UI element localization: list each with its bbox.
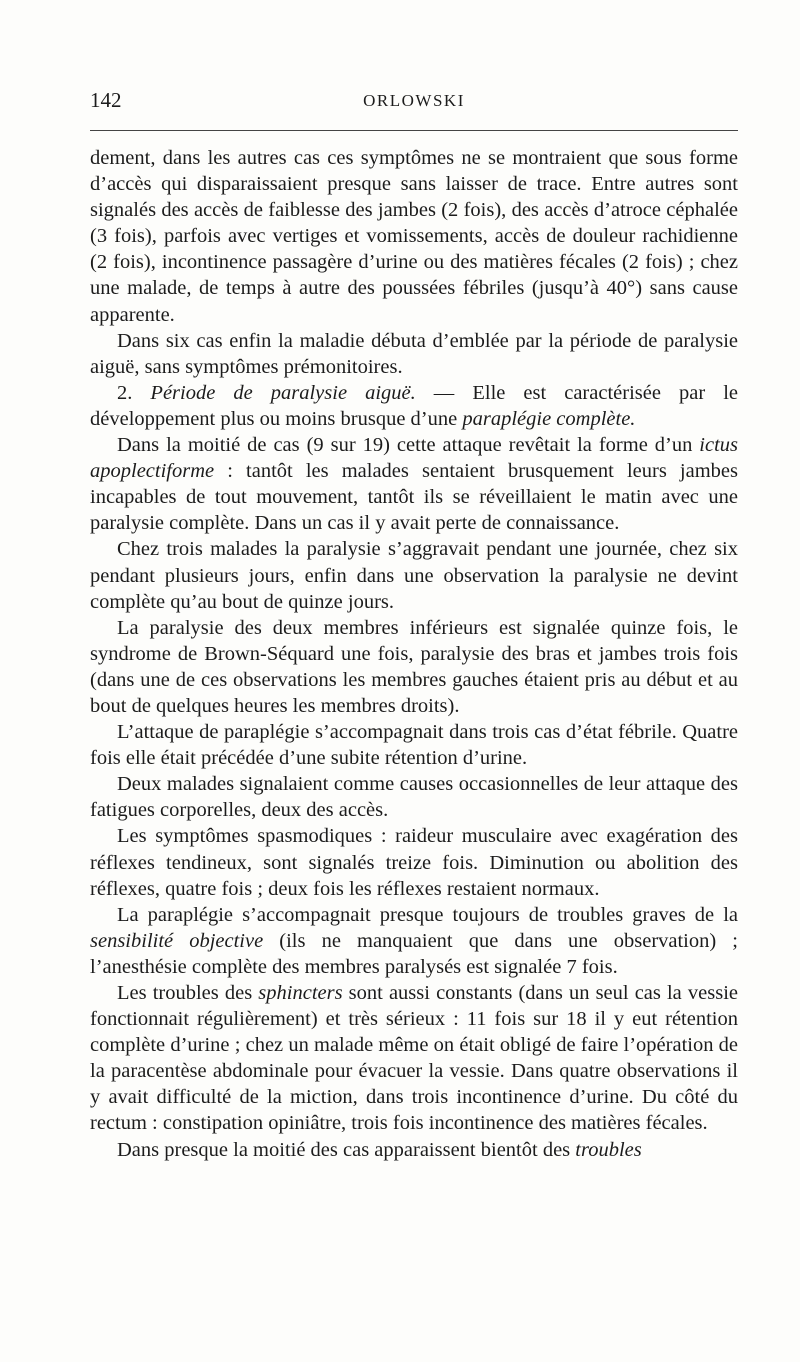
text-run: (ils ne manquaient que dans une observation) ; l’anesthésie complète des membres paralysés est signalée 7 fois. bbox=[90, 929, 738, 978]
text-run: sont aussi constants (dans un seul cas la vessie fonctionnait régulièrement) et très sérieux : 11 fois sur 18 il y eut rétention complète d’urine ; chez un malade même on était obligé de faire l’opération de la paracentèse abdominale pour évacuer la vessie. Dans quatre observations il y avait difficulté de la miction, dans trois incontinence d’urine. Du côté du rectum : constipation opiniâtre, trois fois incontinence des matières fécales. bbox=[90, 982, 738, 1135]
text-run: : tantôt les malades sentaient brusquement leurs jambes incapables de tout mouvement, tantôt ils se réveillaient le matin avec une paralysie complète. Dans un cas il y avait perte de connaissance. bbox=[90, 460, 738, 535]
paragraph bbox=[90, 615, 738, 719]
paragraph bbox=[90, 1137, 738, 1163]
italic-text: Période de paralysie aiguë. bbox=[150, 381, 416, 404]
text-run: Les troubles des bbox=[117, 982, 259, 1004]
text-run: Les symptômes spasmodiques : raideur musculaire avec exagération des réflexes tendineux, sont signalés treize fois. Diminution ou abolition des réflexes, quatre fois ; deux fois les réflexes restaient normaux. bbox=[90, 825, 738, 900]
text-run: Deux malades signalaient comme causes occasionnelles de leur attaque des fatigues corporelles, deux des accès. bbox=[90, 773, 738, 822]
text-run: 2. bbox=[117, 381, 151, 404]
text-run: Dans presque la moitié des cas apparaissent bientôt des bbox=[117, 1138, 576, 1161]
paragraph bbox=[90, 823, 738, 901]
text-run: Chez trois malades la paralysie s’aggravait pendant une journée, chez six pendant plusieurs jours, enfin dans une observation la paralysie ne devint complète qu’au bout de quinze jours. bbox=[90, 538, 738, 613]
text-run: dement, dans les autres cas ces symptômes ne se montraient que sous forme d’accès qui disparaissaient presque sans laisser de trace. Entre autres sont signalés des accès de faiblesse des jambes (2 fois), des accès d’atroce céphalée (3 fois), parfois avec vertiges et vomissements, accès de douleur rachidienne (2 fois), incontinence passagère d’urine ou des matières fécales (2 fois) ; chez une malade, de temps à autre des poussées fébriles (jusqu’à 40°) sans cause apparente. bbox=[90, 147, 738, 326]
text-run: L’attaque de paraplégie s’accompagnait dans trois cas d’état fébrile. Quatre fois elle était précédée d’une subite rétention d’urine. bbox=[90, 721, 738, 770]
paragraph bbox=[90, 980, 738, 1137]
paragraph bbox=[90, 902, 738, 980]
italic-text: ictus apoplectiforme bbox=[90, 434, 738, 483]
text-run: La paraplégie s’accompagnait presque toujours de troubles graves de la bbox=[117, 903, 738, 926]
paragraph bbox=[90, 145, 738, 328]
text-run: Dans six cas enfin la maladie débuta d’emblée par la période de paralysie aiguë, sans symptômes prémonitoires. bbox=[90, 329, 738, 378]
running-head: ORLOWSKI bbox=[363, 91, 465, 110]
page-header bbox=[90, 88, 738, 116]
italic-text: troubles bbox=[575, 1138, 642, 1161]
paragraph bbox=[90, 719, 738, 771]
italic-text: paraplégie complète. bbox=[462, 407, 636, 430]
text-run: — Elle est caractérisée par le développement plus ou moins brusque d’une bbox=[90, 381, 738, 430]
italic-text: sensibilité objective bbox=[90, 929, 264, 952]
text-run: Dans la moitié de cas (9 sur 19) cette attaque revêtait la forme d’un bbox=[117, 434, 700, 457]
header-rule bbox=[90, 130, 738, 131]
paragraph bbox=[90, 432, 738, 536]
italic-text: sphincters bbox=[258, 982, 343, 1004]
page-number: 142 bbox=[90, 88, 122, 112]
paragraph bbox=[90, 380, 738, 432]
paragraph bbox=[90, 328, 738, 380]
body-text bbox=[90, 145, 738, 1163]
paragraph bbox=[90, 536, 738, 614]
paragraph bbox=[90, 771, 738, 823]
text-run: La paralysie des deux membres inférieurs est signalée quinze fois, le syndrome de Brown-Séquard une fois, paralysie des bras et jambes trois fois (dans une de ces observations les membres gauches étaient pris au début et au bout de quelques heures les membres droits). bbox=[90, 616, 738, 717]
